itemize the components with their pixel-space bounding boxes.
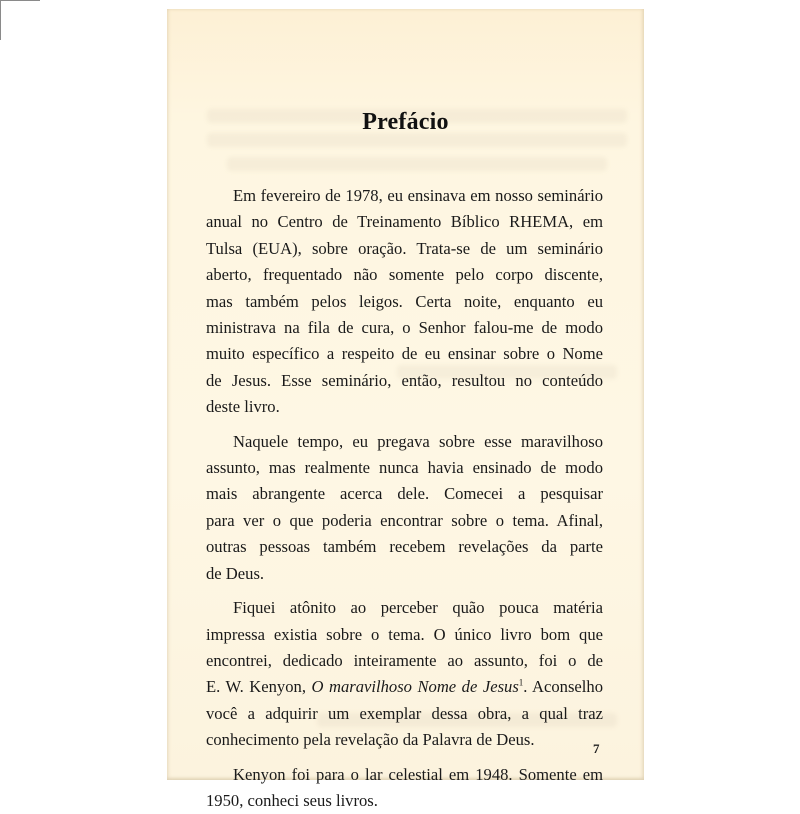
body-text (206, 183, 603, 814)
text-line: impressa existia sobre o tema. O único livro bom que (206, 624, 603, 644)
text-line: Tulsa (EUA), sobre oração. Trata-se de um seminário (206, 238, 603, 258)
citation-line (206, 674, 603, 700)
chapter-title: Prefácio (362, 109, 449, 135)
text-line: de Jesus. Esse seminário, então, resultou no conteúdo (206, 370, 603, 390)
text-line: aberto, frequentado não somente pelo corpo discente, (206, 265, 603, 285)
text-line: conhecimento pela revelação da Palavra de Deus. (206, 730, 535, 750)
text-line: deste livro. (206, 397, 280, 417)
scan-corner-mark (0, 0, 40, 40)
text-line: 1950, conheci seus livros. (206, 790, 378, 810)
text-line: assunto, mas realmente nunca havia ensinado de modo (206, 458, 603, 478)
citation-suffix: . Aconselho (523, 677, 603, 697)
citation-author: E. W. Kenyon, (206, 677, 312, 697)
paragraph-4 (206, 762, 603, 814)
text-line: você a adquirir um exemplar dessa obra, a qual traz (206, 703, 603, 723)
text-line: Fiquei atônito ao perceber quão pouca matéria (233, 598, 603, 618)
text-line: outras pessoas também recebem revelações da parte (206, 537, 603, 557)
book-page (167, 9, 644, 810)
bleed-through-line (227, 157, 607, 171)
text-line: de Deus. (206, 563, 265, 583)
text-line: para ver o que poderia encontrar sobre o tema. Afinal, (206, 510, 603, 530)
text-line: anual no Centro de Treinamento Bíblico RHEMA, em (206, 212, 603, 232)
paragraph-2 (206, 429, 603, 587)
text-line: ministrava na fila de cura, o Senhor falou-me de modo (206, 318, 603, 338)
text-line: encontrei, dedicado inteiramente ao assunto, foi o de (206, 650, 603, 670)
text-line: Em fevereiro de 1978, eu ensinava em nosso seminário (233, 186, 603, 205)
text-line: muito específico a respeito de eu ensinar sobre o Nome (206, 344, 603, 364)
text-line: mas também pelos leigos. Certa noite, enquanto eu (206, 291, 603, 311)
footnote-marker[interactable]: 1 (518, 677, 524, 688)
page-number: 7 (593, 741, 600, 756)
text-line: Kenyon foi para o lar celestial em 1948. Somente em (233, 764, 603, 784)
paragraph-3 (206, 595, 603, 753)
paragraph-1 (206, 183, 603, 421)
cited-book-title: O maravilhoso Nome de Jesus (311, 677, 519, 697)
text-line: Naquele tempo, eu pregava sobre esse maravilhoso (233, 431, 603, 451)
text-line: mais abrangente acerca dele. Comecei a pesquisar (206, 484, 603, 504)
